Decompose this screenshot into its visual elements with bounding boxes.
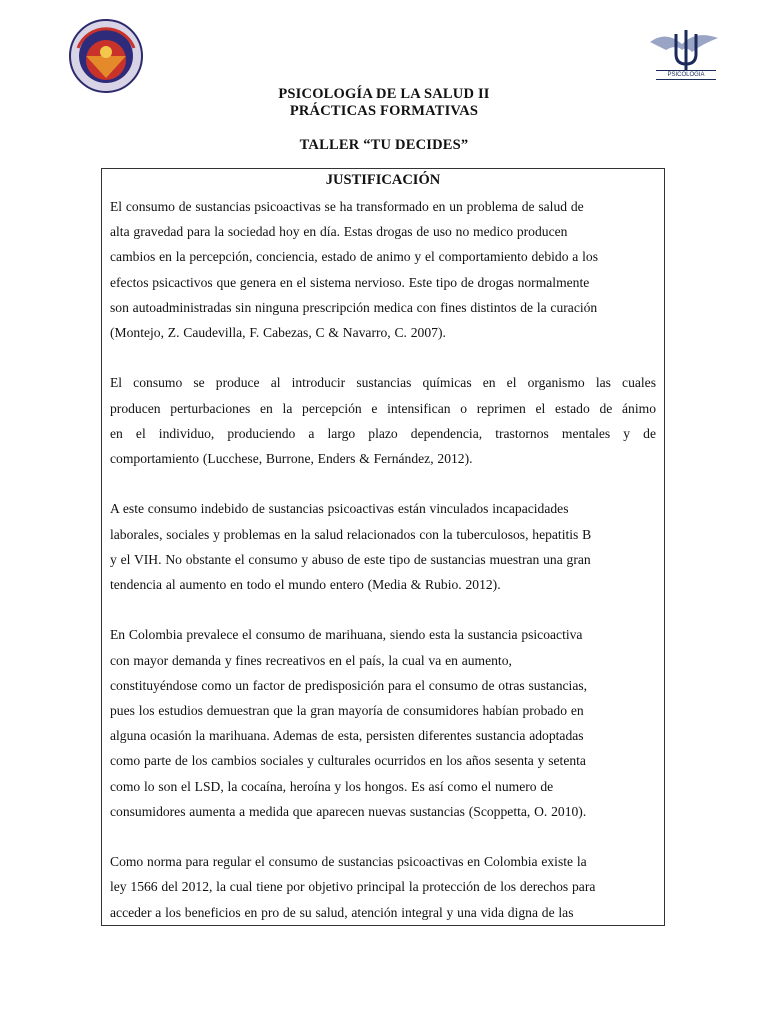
text-line: tendencia al aumento en todo el mundo entero (Media & Rubio. 2012). [110,577,501,593]
text-line: efectos psicactivos que genera en el sistema nervioso. Este tipo de drogas normalmente [110,274,590,290]
text-line: comportamiento (Lucchese, Burrone, Enders & Fernández, 2012). [110,451,473,467]
workshop-title: TALLER “TU DECIDES” [299,137,469,153]
justification-body [102,194,664,925]
text-line: alta gravedad para la sociedad hoy en día. Estas drogas de uso no medico producen [110,224,568,240]
text-line: El consumo se produce al introducir sustancias químicas en el organismo las cuales [110,375,656,391]
paragraph [110,370,656,471]
text-line: consumidores aumenta a medida que aparecen nuevas sustancias (Scoppetta, O. 2010). [110,803,587,819]
text-line: ley 1566 del 2012, la cual tiene por objetivo principal la protección de los derechos para [110,879,596,895]
course-subtitle: PRÁCTICAS FORMATIVAS [289,103,479,119]
section-title: JUSTIFICACIÓN [325,172,441,188]
text-line: con mayor demanda y fines recreativos en el país, la cual va en aumento, [110,652,512,668]
text-line: y el VIH. No obstante el consumo y abuso de este tipo de sustancias muestran una gran [110,551,591,567]
university-seal-logo [68,18,144,94]
text-line: son autoadministradas sin ninguna prescripción medica con fines distintos de la curación [110,299,598,315]
text-line: (Montejo, Z. Caudevilla, F. Cabezas, C & Navarro, C. 2007). [110,325,446,341]
text-line: En Colombia prevalece el consumo de marihuana, siendo esta la sustancia psicoactiva [110,627,583,643]
text-line: alguna ocasión la marihuana. Ademas de esta, persisten diferentes sustancia adoptadas [110,728,584,744]
text-line: pues los estudios demuestran que la gran mayoría de consumidores habían probado en [110,703,584,719]
text-line: como lo son el LSD, la cocaína, heroína y los hongos. Es así como el numero de [110,778,554,794]
text-line: Como norma para regular el consumo de sustancias psicoactivas en Colombia existe la [110,854,587,870]
text-line: constituyéndose como un factor de predisposición para el consumo de otras sustancias, [110,677,588,693]
text-line: producen perturbaciones en la percepción e intensifican o reprimen el estado de ánimo [110,400,656,416]
paragraph [110,496,656,597]
text-line: A este consumo indebido de sustancias psicoactivas están vinculados incapacidades [110,501,569,517]
text-line: como parte de los cambios sociales y culturales ocurridos en los años sesenta y setenta [110,753,586,769]
course-title: PSICOLOGÍA DE LA SALUD II [278,86,490,102]
paragraph [110,194,656,345]
text-line: acceder a los beneficios en pro de su salud, atención integral y una vida digna de las [110,904,574,920]
psychology-logo-caption: PSICOLOGIA [656,70,716,80]
paragraph [110,622,656,824]
text-line: El consumo de sustancias psicoactivas se ha transformado en un problema de salud de [110,199,584,214]
text-line: cambios en la percepción, conciencia, estado de animo y el comportamiento debido a los [110,249,598,265]
text-line: en el individuo, produciendo a largo plazo dependencia, trastornos mentales y de [110,425,656,441]
text-line: laborales, sociales y problemas en la salud relacionados con la tuberculosos, hepatitis B [110,526,592,542]
justification-box [101,168,665,926]
paragraph [110,849,656,925]
